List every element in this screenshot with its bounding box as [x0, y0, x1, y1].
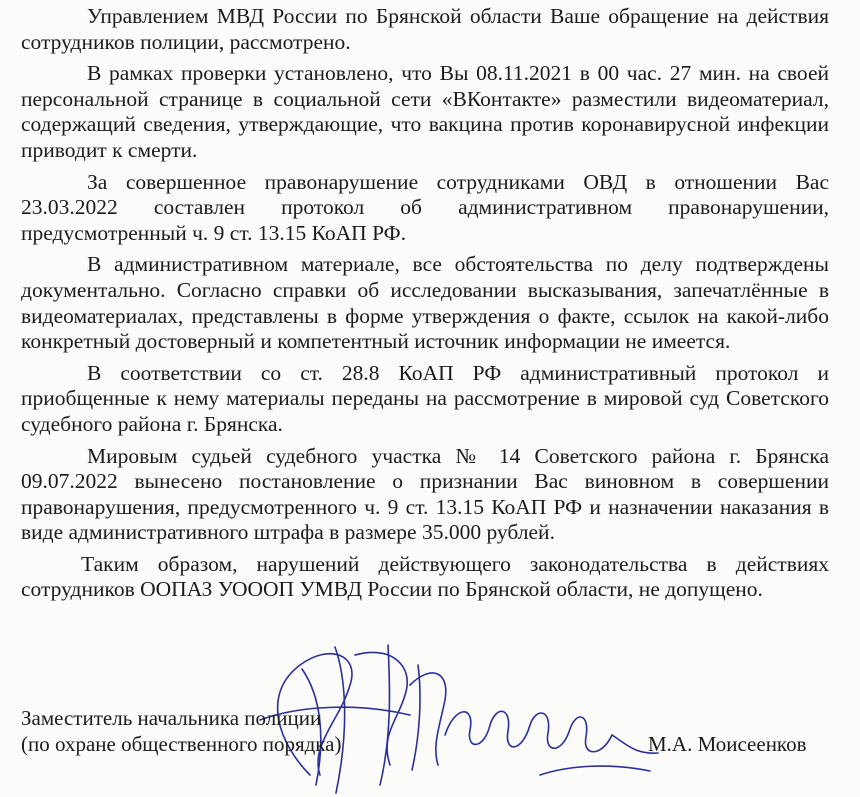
signatory-position-line1: Заместитель начальника полиции	[21, 706, 322, 730]
paragraph-circumstances-confirmed: В административном материале, все обстоятельства по делу подтверждены документально. Согласно справки об исследовании высказывания, запечатлённые в видеоматериалах, представлены в форме утверждения о факте, ссылок на какой-либо конкретный достоверный и компетентный источник информации не имеется.	[21, 252, 829, 354]
signatory-name: М.А. Моисеенков	[648, 732, 807, 756]
signatory-position	[21, 705, 342, 757]
signatory-position-line2: (по охране общественного порядка)	[21, 732, 342, 756]
paragraph-appeal-reviewed: Управлением МВД России по Брянской области Ваше обращение на действия сотрудников полиции, рассмотрено.	[21, 4, 829, 54]
paragraph-inspection-findings: В рамках проверки установлено, что Вы 08.11.2021 в 00 час. 27 мин. на своей персональной странице в социальной сети «ВКонтакте» разместили видеоматериал, содержащий сведения, утверждающие, что вакцина против коронавирусной инфекции приводит к смерти.	[21, 61, 829, 162]
letter-body	[21, 4, 829, 603]
paragraph-conclusion: Таким образом, нарушений действующего законодательства в действиях сотрудников ООПАЗ УОООП УМВД России по Брянской области, не допущено.	[21, 551, 829, 602]
paragraph-protocol-drawn: За совершенное правонарушение сотрудниками ОВД в отношении Вас 23.03.2022 составлен протокол об административном правонарушении, предусмотренный ч. 9 ст. 13.15 КоАП РФ.	[21, 169, 829, 245]
paragraph-court-ruling: Мировым судьей судебного участка № 14 Советского района г. Брянска 09.07.2022 вынесено постановление о признании Вас виновном в совершении правонарушения, предусмотренного ч. 9 ст. 13.15 КоАП РФ и назначении наказания в виде административного штрафа в размере 35.000 рублей.	[21, 443, 829, 545]
paragraph-materials-transferred: В соответствии со ст. 28.8 КоАП РФ административный протокол и приобщенные к нему материалы переданы на рассмотрение в мировой суд Советского судебного района г. Брянска.	[21, 360, 829, 436]
